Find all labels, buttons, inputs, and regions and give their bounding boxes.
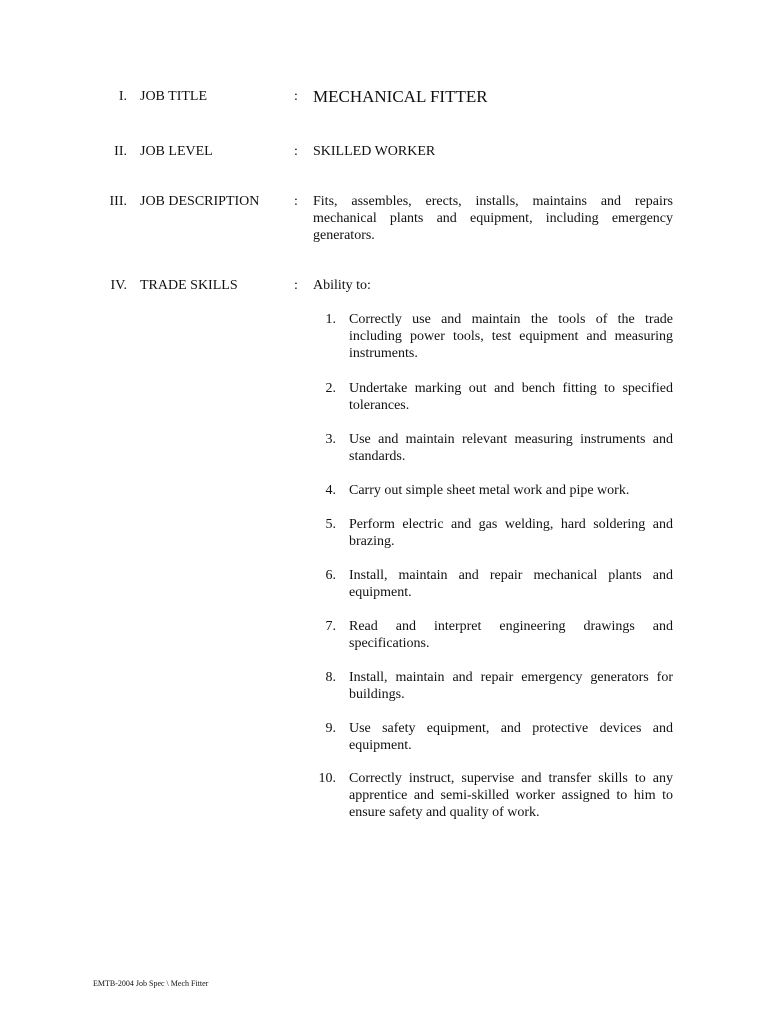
list-item-text: Use and maintain relevant measuring instruments and standards. — [349, 432, 673, 464]
list-item-number: 6. — [325, 568, 336, 583]
list-item-text: Carry out simple sheet metal work and pipe work. — [349, 483, 630, 498]
list-item-number: 2. — [325, 381, 336, 396]
job-level-value: SKILLED WORKER — [313, 144, 436, 159]
job-description-value: Fits, assembles, erects, installs, maintains and repairs mechanical plants and equipment, including emergency generators. — [313, 194, 673, 243]
list-item-number: 10. — [318, 771, 336, 786]
list-item-text: Install, maintain and repair mechanical plants and equipment. — [349, 568, 673, 600]
trade-skills-intro: Ability to: — [313, 278, 371, 293]
page-footer: EMTB-2004 Job Spec \ Mech Fitter — [93, 979, 209, 988]
list-item-number: 5. — [325, 517, 336, 532]
list-item-text: Correctly instruct, supervise and transfer skills to any apprentice and semi-skilled worker assigned to him to ensure safety and quality of work. — [349, 771, 673, 820]
colon: : — [294, 144, 298, 159]
list-item-text: Use safety equipment, and protective devices and equipment. — [349, 721, 673, 753]
list-item-text: Undertake marking out and bench fitting to specified tolerances. — [349, 381, 673, 413]
section-number: IV. — [110, 278, 127, 293]
section-label: TRADE SKILLS — [140, 278, 238, 293]
section-label: JOB TITLE — [140, 89, 208, 104]
section-number: I. — [118, 89, 127, 104]
list-item-number: 3. — [325, 432, 336, 447]
list-item-text: Correctly use and maintain the tools of the trade including power tools, test equipment and measuring instruments. — [349, 312, 673, 361]
colon: : — [294, 89, 298, 104]
colon: : — [294, 194, 298, 209]
list-item-number: 9. — [325, 721, 336, 736]
list-item-text: Install, maintain and repair emergency generators for buildings. — [349, 670, 673, 702]
section-number: III. — [109, 194, 127, 209]
section-label: JOB DESCRIPTION — [140, 194, 260, 209]
list-item-number: 8. — [325, 670, 336, 685]
section-number: II. — [114, 144, 127, 159]
list-item-number: 7. — [325, 619, 336, 634]
section-label: JOB LEVEL — [140, 144, 213, 159]
job-title-value: MECHANICAL FITTER — [313, 87, 488, 106]
list-item-text: Perform electric and gas welding, hard soldering and brazing. — [349, 517, 673, 549]
list-item-text: Read and interpret engineering drawings and specifications. — [349, 619, 673, 651]
colon: : — [294, 278, 298, 293]
list-item-number: 4. — [325, 483, 336, 498]
list-item-number: 1. — [325, 312, 336, 327]
